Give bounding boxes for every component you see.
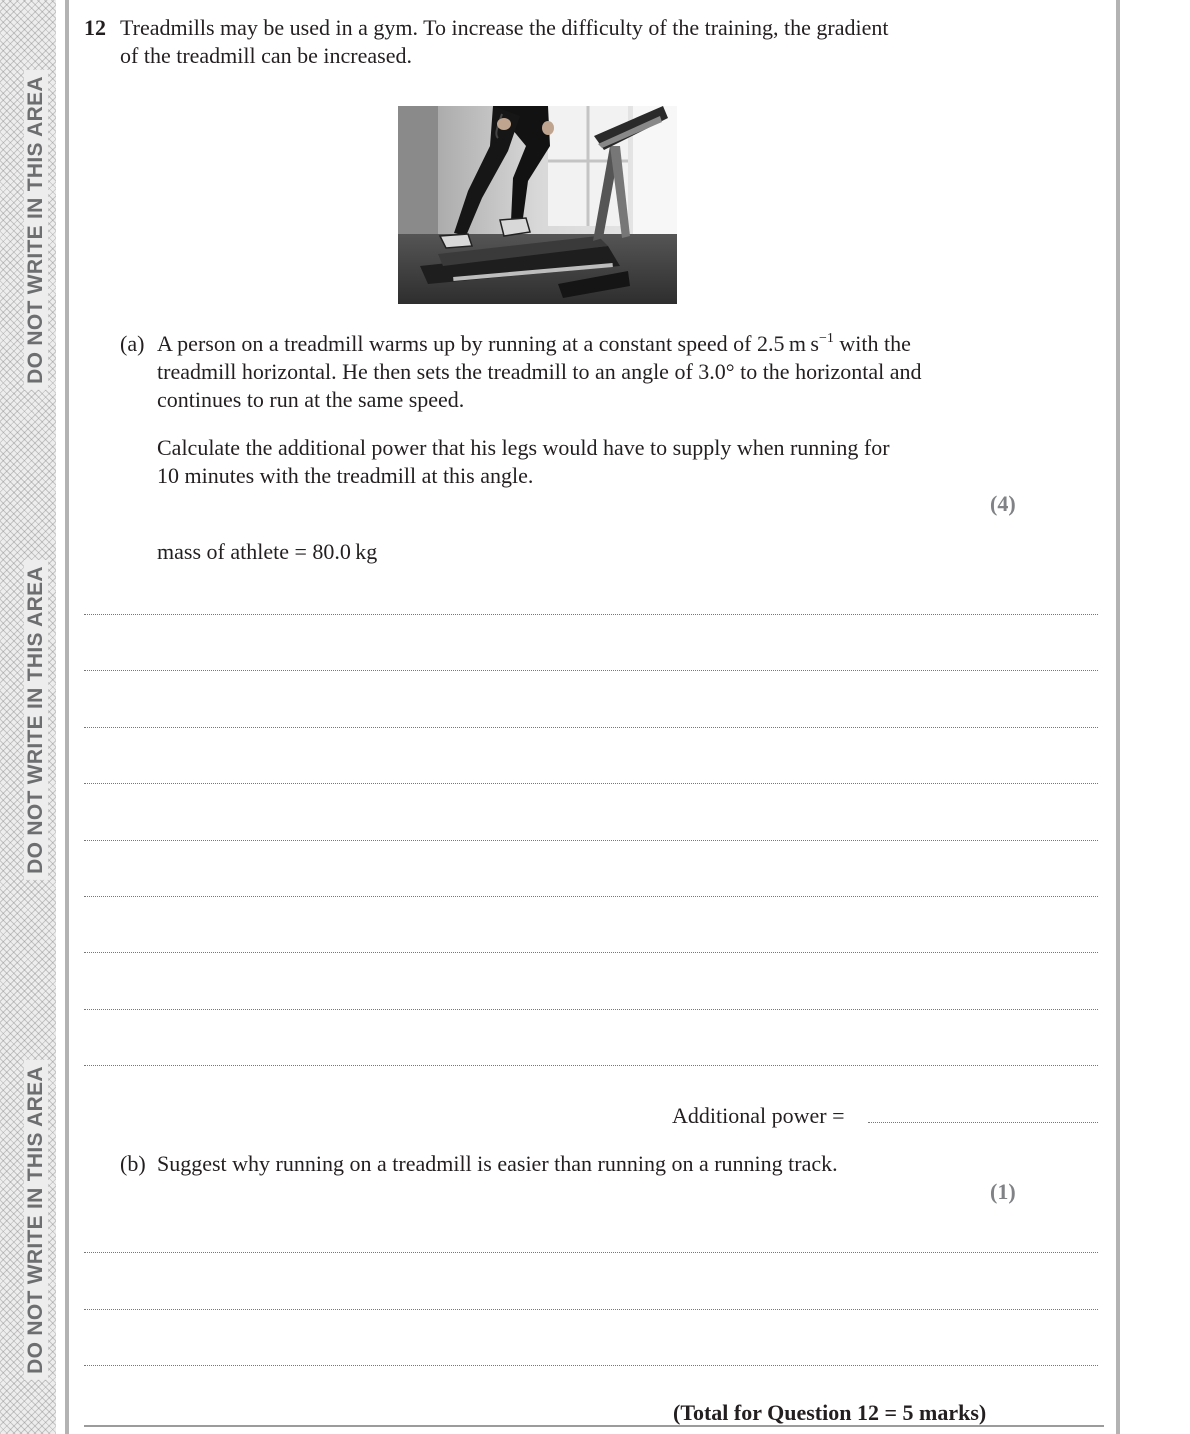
part-a-label: (a) xyxy=(120,331,145,356)
answer-line[interactable] xyxy=(84,614,1098,615)
answer-line[interactable] xyxy=(84,727,1098,728)
question-number: 12 xyxy=(84,15,106,40)
left-border-rule xyxy=(65,0,69,1434)
do-not-write-warning-1: DO NOT WRITE IN THIS AREA xyxy=(24,70,48,390)
part-a-line-2: treadmill horizontal. He then sets the treadmill to an angle of 3.0° to the horizontal and xyxy=(157,359,922,384)
answer-line[interactable] xyxy=(84,670,1098,671)
treadmill-runner-photo xyxy=(398,106,677,304)
question-intro-line-1: Treadmills may be used in a gym. To increase the difficulty of the training, the gradient xyxy=(120,15,889,40)
part-b-label: (b) xyxy=(120,1151,146,1176)
part-b-text: Suggest why running on a treadmill is easier than running on a running track. xyxy=(157,1151,838,1176)
answer-line[interactable] xyxy=(84,896,1098,897)
total-rule xyxy=(84,1425,1104,1427)
right-border-rule xyxy=(1116,0,1120,1434)
unit-exponent: −1 xyxy=(818,331,834,346)
part-b-marks: (1) xyxy=(990,1179,1016,1204)
given-mass: mass of athlete = 80.0 kg xyxy=(157,539,378,564)
answer-line[interactable] xyxy=(84,952,1098,953)
part-a-marks: (4) xyxy=(990,491,1016,516)
answer-line[interactable] xyxy=(84,1009,1098,1010)
part-a-line-1 xyxy=(157,330,911,358)
question-intro-line-2: of the treadmill can be increased. xyxy=(120,43,412,68)
additional-power-label: Additional power = xyxy=(672,1103,845,1128)
total-marks: (Total for Question 12 = 5 marks) xyxy=(673,1400,987,1425)
do-not-write-warning-3: DO NOT WRITE IN THIS AREA xyxy=(24,1060,48,1380)
part-a-task-line-2: 10 minutes with the treadmill at this angle. xyxy=(157,463,534,488)
additional-power-answer-field[interactable] xyxy=(868,1122,1098,1123)
part-a-task-line-1: Calculate the additional power that his legs would have to supply when running for xyxy=(157,435,890,460)
answer-line[interactable] xyxy=(84,1365,1098,1366)
answer-line[interactable] xyxy=(84,1252,1098,1253)
answer-line[interactable] xyxy=(84,1065,1098,1066)
answer-line[interactable] xyxy=(84,840,1098,841)
part-a-line-3: continues to run at the same speed. xyxy=(157,387,465,412)
do-not-write-warning-2: DO NOT WRITE IN THIS AREA xyxy=(24,560,48,880)
answer-line[interactable] xyxy=(84,1309,1098,1310)
answer-line[interactable] xyxy=(84,783,1098,784)
part-a-line-1-text: A person on a treadmill warms up by running at a constant speed of 2.5 m s xyxy=(157,331,819,356)
margin-strip xyxy=(0,0,56,1434)
part-a-line-1-end: with the xyxy=(833,331,911,356)
